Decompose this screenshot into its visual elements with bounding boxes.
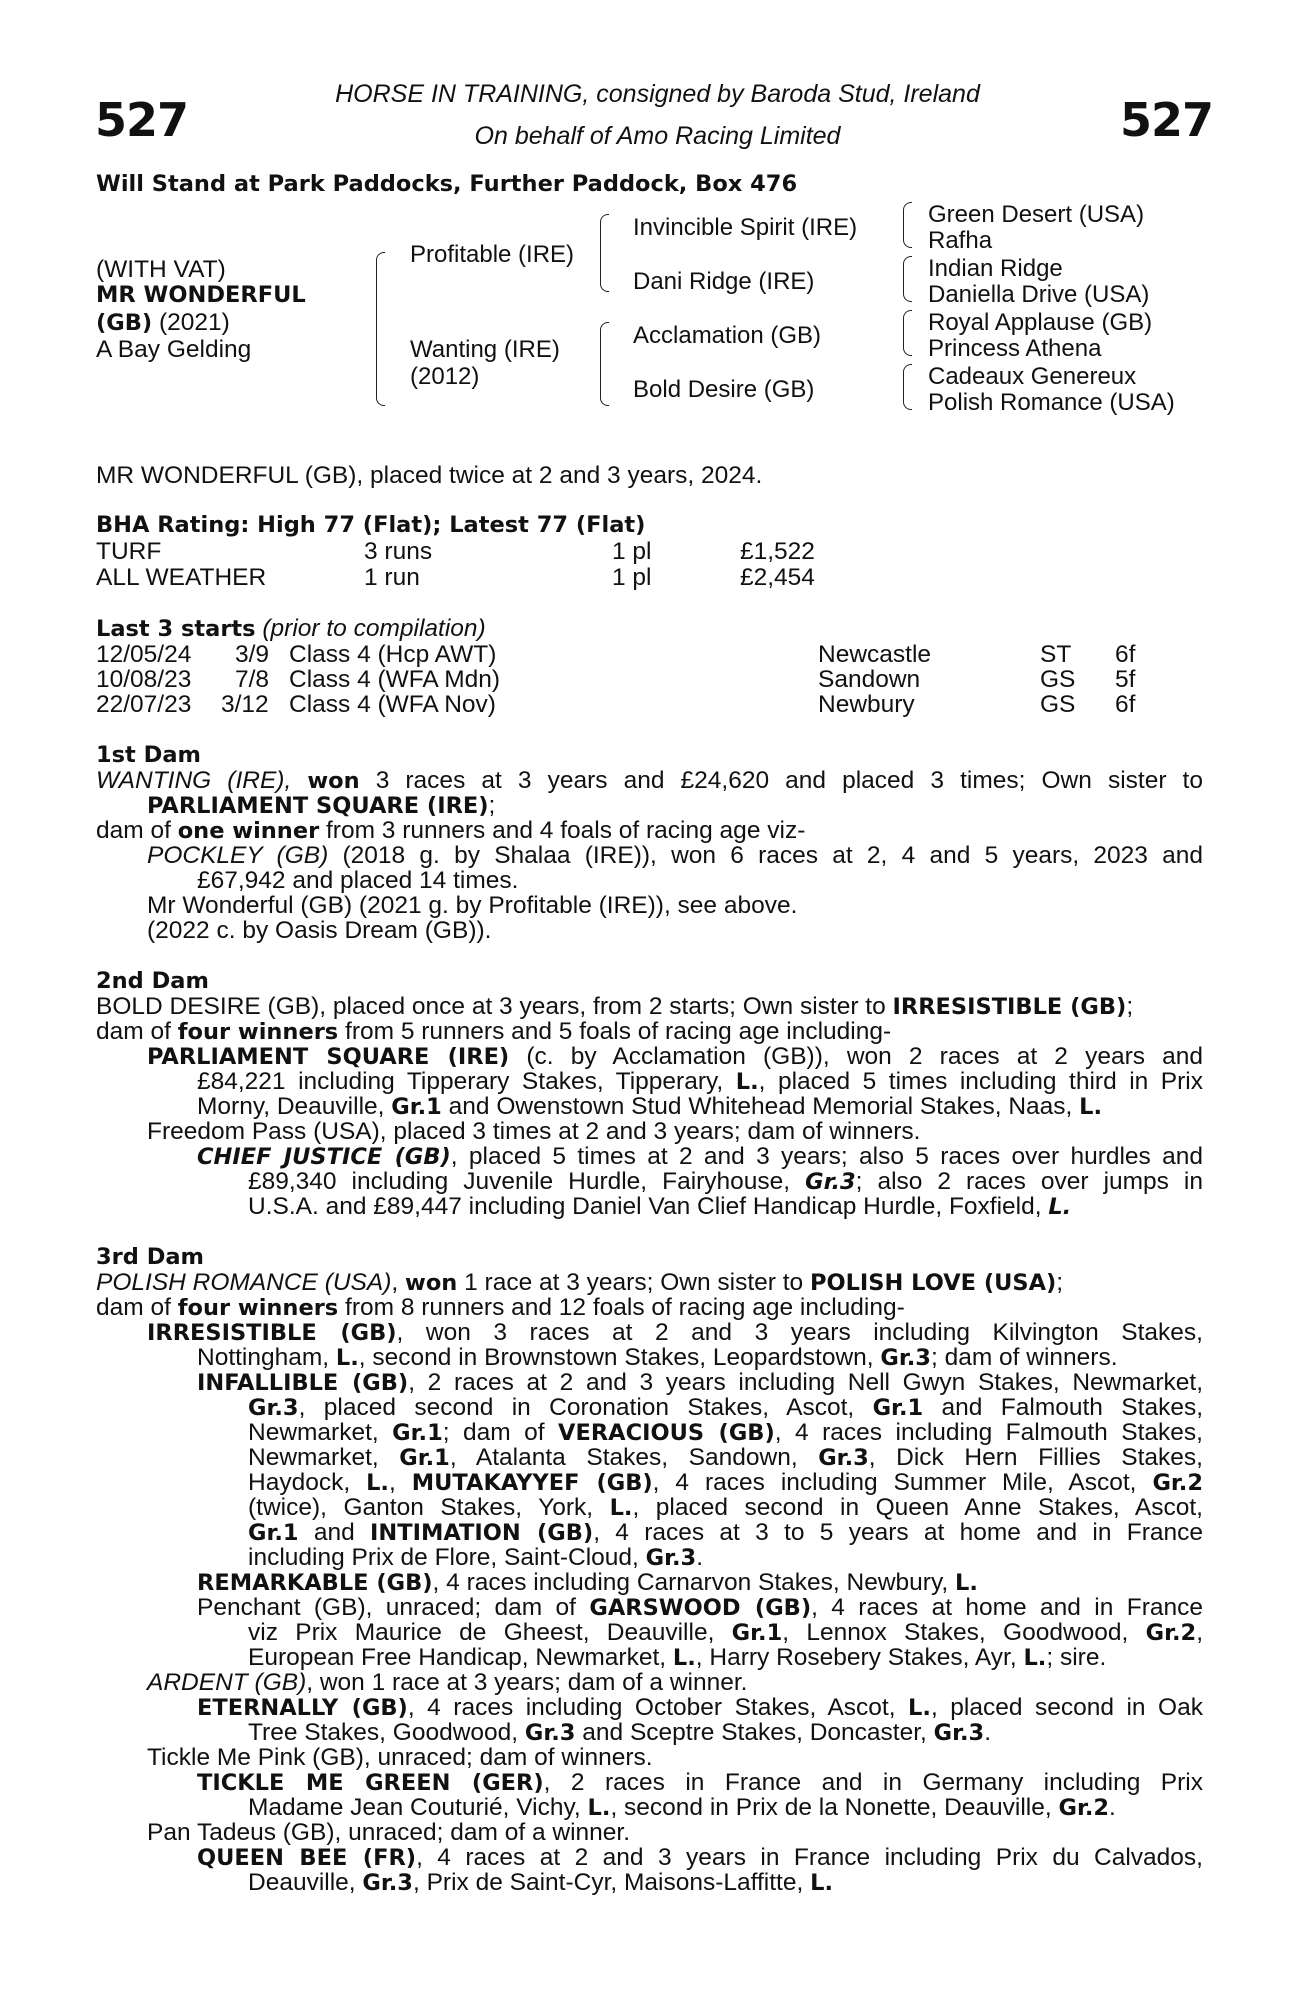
text: , placed 5 times at 2 and 3 years; also 5 races over hurdles and (450, 1143, 1203, 1170)
start-distance: 5f (1115, 666, 1136, 693)
offspring-name: MUTAKAYYEF (GB) (411, 1470, 653, 1496)
rating-placed: 1 pl (612, 538, 652, 565)
rating-runs: 3 runs (364, 538, 433, 565)
won-label: won (405, 1270, 458, 1296)
text: , placed 5 times including third in Prix (758, 1068, 1203, 1095)
text: from 8 runners and 12 foals of racing age including- (338, 1294, 905, 1321)
dam-name: WANTING (IRE), (96, 767, 292, 794)
second-dam-line (197, 1144, 1203, 1171)
second-dam-line (248, 1169, 1203, 1196)
sibling-name: PARLIAMENT SQUARE (IRE) (147, 793, 489, 819)
second-dam-line (147, 1044, 1203, 1071)
grade: Gr.3 (645, 1545, 697, 1571)
start-distance: 6f (1115, 691, 1136, 718)
grade: L. (810, 1870, 833, 1896)
text: Newmarket, (248, 1444, 400, 1471)
pedigree-dam-dam: Bold Desire (GB) (633, 376, 815, 403)
offspring-name: VERACIOUS (GB) (558, 1420, 775, 1446)
last-starts-note: (prior to compilation) (262, 615, 486, 642)
behalf-line: On behalf of Amo Racing Limited (474, 122, 841, 150)
start-course: Newcastle (818, 641, 932, 668)
pedigree-sire-dam: Dani Ridge (IRE) (633, 268, 815, 295)
third-dam-line: Pan Tadeus (GB), unraced; dam of a winner. (147, 1819, 631, 1846)
grade: L. (672, 1645, 696, 1671)
grade: L. (735, 1069, 759, 1095)
offspring-name: TICKLE ME GREEN (GER) (197, 1770, 544, 1796)
grade: Gr.1 (872, 1395, 924, 1421)
rating-prize: £2,454 (740, 564, 815, 591)
text: , 4 races at 3 to 5 years at home and in France (593, 1519, 1203, 1546)
horse-name-suffix (96, 310, 230, 337)
third-dam-line (147, 1320, 1203, 1347)
dam-name: POLISH ROMANCE (USA) (96, 1269, 392, 1296)
pedigree-brace-g1 (903, 202, 912, 248)
grade: Gr.2 (1145, 1620, 1197, 1646)
text: dam of (96, 1294, 178, 1321)
text: dam of (96, 817, 178, 844)
second-dam-line (248, 1194, 1071, 1221)
pedigree-dam-sire: Acclamation (GB) (633, 322, 822, 349)
grade: Gr.3 (818, 1445, 869, 1471)
sibling-name: POLISH LOVE (USA) (809, 1270, 1057, 1296)
pedigree-brace-g3 (903, 310, 912, 356)
text: , second in Prix de la Nonette, Deauville, (610, 1794, 1059, 1821)
third-dam-line (248, 1495, 1203, 1522)
pedigree-gg7: Cadeaux Genereux (928, 363, 1137, 390)
text: , Harry Rosebery Stakes, Ayr, (695, 1644, 1024, 1671)
third-dam-line (248, 1870, 833, 1897)
text: Madame Jean Couturié, Vichy, (248, 1794, 588, 1821)
third-dam-line (248, 1520, 1203, 1547)
grade: Gr.1 (391, 1094, 442, 1120)
third-dam-line (147, 1670, 747, 1696)
third-dam-line (248, 1720, 991, 1747)
third-dam-line (96, 1295, 905, 1322)
first-dam-line (147, 793, 495, 820)
text: Haydock, (248, 1469, 367, 1496)
rating-surface: TURF (96, 538, 162, 565)
text: Tree Stakes, Goodwood, (248, 1719, 525, 1746)
text: , 4 races including October Stakes, Ascot, (407, 1694, 909, 1721)
start-position: 3/9 (235, 641, 270, 668)
text: ; dam of (442, 1419, 559, 1446)
text: including Prix de Flore, Saint-Cloud, (248, 1544, 646, 1571)
text: European Free Handicap, Newmarket, (248, 1644, 673, 1671)
pedigree-gg3: Indian Ridge (928, 255, 1063, 282)
offspring-record: (2018 g. by Shalaa (IRE)), won 6 races at 2, 4 and 5 years, 2023 and (342, 842, 1204, 869)
first-dam-line: Mr Wonderful (GB) (2021 g. by Profitable (IRE)), see above. (147, 892, 798, 919)
offspring-name: ETERNALLY (GB) (197, 1695, 408, 1721)
text: £84,221 including Tipperary Stakes, Tipperary, (197, 1068, 724, 1095)
start-course: Newbury (818, 691, 915, 718)
grade: Gr.1 (731, 1620, 783, 1646)
start-date: 12/05/24 (96, 641, 192, 668)
text: and Falmouth Stakes, (923, 1394, 1204, 1421)
punct: ; (488, 792, 496, 819)
third-dam-line (248, 1420, 1203, 1447)
pedigree-brace-sire (600, 214, 609, 292)
rating-placed: 1 pl (612, 564, 652, 591)
text: from 5 runners and 5 foals of racing age including- (338, 1018, 892, 1045)
text: ; also 2 races over jumps in (855, 1168, 1203, 1195)
stand-location: Will Stand at Park Paddocks, Further Paddock, Box 476 (96, 171, 798, 197)
text: Morny, Deauville, (197, 1093, 392, 1120)
offspring-name: REMARKABLE (GB) (197, 1570, 433, 1596)
third-dam-line (248, 1545, 703, 1572)
text: dam of (96, 1018, 178, 1045)
third-dam-line (197, 1345, 1118, 1372)
offspring-name: INFALLIBLE (GB) (197, 1370, 409, 1396)
offspring-name: PARLIAMENT SQUARE (IRE) (147, 1044, 510, 1070)
second-dam-line (96, 1019, 891, 1046)
pedigree-gg1: Green Desert (USA) (928, 201, 1145, 228)
text: from 3 runners and 4 foals of racing age viz- (319, 817, 806, 844)
text: , (1196, 1619, 1203, 1646)
grade: Gr.3 (880, 1345, 931, 1371)
sibling-name: IRRESISTIBLE (GB) (892, 994, 1127, 1020)
first-dam-line (96, 818, 805, 845)
text: BOLD DESIRE (GB), placed once at 3 years, from 2 starts; Own sister to (96, 993, 893, 1020)
text: (twice), Ganton Stakes, York, (248, 1494, 610, 1521)
third-dam-line: Tickle Me Pink (GB), unraced; dam of winners. (147, 1744, 653, 1771)
third-dam-line (248, 1395, 1203, 1422)
text: , 4 races at 2 and 3 years in France including Prix du Calvados, (416, 1844, 1203, 1871)
grade: Gr.3 (362, 1870, 413, 1896)
third-dam-line (248, 1795, 1116, 1822)
first-dam-line: (2022 c. by Oasis Dream (GB)). (147, 917, 492, 944)
text: 1 race at 3 years; Own sister to (457, 1269, 810, 1296)
pedigree-brace-g4 (903, 364, 912, 410)
text: £89,340 including Juvenile Hurdle, Fairyhouse, (248, 1168, 791, 1195)
race-summary: MR WONDERFUL (GB), placed twice at 2 and 3 years, 2024. (96, 462, 763, 489)
text: (c. by Acclamation (GB)), won 2 races at 2 years and (526, 1043, 1204, 1070)
text: Newmarket, (248, 1419, 393, 1446)
pedigree-gg2: Rafha (928, 227, 993, 254)
last-starts-heading (96, 616, 486, 643)
grade: L. (587, 1795, 611, 1821)
horse-description: A Bay Gelding (96, 336, 252, 363)
third-dam-title: 3rd Dam (96, 1244, 204, 1270)
punct: ; (1126, 993, 1134, 1020)
pedigree-dam: Wanting (IRE) (410, 336, 560, 363)
offspring-name: INTIMATION (GB) (370, 1520, 594, 1546)
consignor-line: HORSE IN TRAINING, consigned by Baroda Stud, Ireland (335, 80, 980, 108)
text: . (1109, 1794, 1116, 1821)
grade: Gr.3 (248, 1395, 299, 1421)
first-dam-line (147, 843, 1203, 869)
second-dam-line: Freedom Pass (USA), placed 3 times at 2 and 3 years; dam of winners. (147, 1118, 921, 1145)
text: , 4 races at home and in France (811, 1594, 1203, 1621)
pedigree-brace-dam (600, 322, 609, 406)
horse-year: (2021) (152, 309, 230, 336)
grade: L. (609, 1495, 633, 1521)
lot-number-right: 527 (1120, 93, 1214, 147)
grade: Gr.3 (805, 1169, 856, 1195)
dam-record: 3 races at 3 years and £24,620 and placed 3 times; Own sister to (375, 767, 1203, 794)
pedigree-gg4: Daniella Drive (USA) (928, 281, 1150, 308)
text: , placed second in Queen Anne Stakes, Ascot, (632, 1494, 1203, 1521)
pedigree-gg6: Princess Athena (928, 335, 1102, 362)
text: . (984, 1719, 992, 1746)
text: , placed second in Coronation Stakes, Ascot, (298, 1394, 873, 1421)
second-dam-line (96, 994, 1133, 1021)
text: , 2 races at 2 and 3 years including Nell Gwyn Stakes, Newmarket, (408, 1369, 1204, 1396)
rating-surface: ALL WEATHER (96, 564, 267, 591)
grade: L. (366, 1470, 389, 1496)
text: and Owenstown Stud Whitehead Memorial Stakes, Naas, (441, 1093, 1080, 1120)
rating-prize: £1,522 (740, 538, 815, 565)
horse-name: MR WONDERFUL (96, 282, 306, 308)
text: and Sceptre Stakes, Doncaster, (575, 1719, 934, 1746)
winners-count: four winners (177, 1295, 339, 1321)
text: , 4 races including Carnarvon Stakes, Newbury, (432, 1569, 956, 1596)
text: Penchant (GB), unraced; dam of (197, 1594, 590, 1621)
text: ; dam of winners. (930, 1344, 1118, 1371)
won-label: won (307, 768, 360, 794)
punct: ; (1056, 1269, 1064, 1296)
start-race: Class 4 (WFA Nov) (289, 691, 496, 718)
start-date: 10/08/23 (96, 666, 192, 693)
last-starts-title: Last 3 starts (96, 616, 256, 642)
grade: L. (335, 1345, 359, 1371)
text: and (298, 1519, 371, 1546)
winners-count: four winners (177, 1019, 339, 1045)
text: ; sire. (1046, 1644, 1107, 1671)
third-dam-line (197, 1695, 1203, 1722)
first-dam-title: 1st Dam (96, 742, 201, 768)
text: , won 3 races at 2 and 3 years including Kilvington Stakes, (396, 1319, 1203, 1346)
text: U.S.A. and £89,447 including Daniel Van Clief Handicap Hurdle, Foxfield, (248, 1193, 1049, 1220)
grade: L. (955, 1570, 978, 1596)
third-dam-line (248, 1470, 1203, 1497)
start-position: 7/8 (235, 666, 270, 693)
text: , 4 races including Summer Mile, Ascot, (652, 1469, 1153, 1496)
start-going: ST (1040, 641, 1072, 668)
start-race: Class 4 (Hcp AWT) (289, 641, 497, 668)
pedigree-brace-main (376, 252, 385, 406)
text: , Dick Hern Fillies Stakes, (868, 1444, 1203, 1471)
grade: L. (908, 1695, 931, 1721)
grade: L. (1023, 1645, 1047, 1671)
grade: Gr.1 (399, 1445, 450, 1471)
start-distance: 6f (1115, 641, 1136, 668)
bha-rating-title: BHA Rating: High 77 (Flat); Latest 77 (Flat) (96, 512, 646, 538)
grade: L. (1079, 1094, 1103, 1120)
offspring-name: CHIEF JUSTICE (GB) (197, 1144, 451, 1170)
third-dam-line (197, 1370, 1203, 1397)
second-dam-line (197, 1069, 1203, 1096)
pedigree-dam-year: (2012) (410, 363, 480, 390)
start-position: 3/12 (221, 691, 269, 718)
text: , Prix de Saint-Cyr, Maisons-Laffitte, (412, 1869, 811, 1896)
grade: Gr.1 (392, 1420, 443, 1446)
start-race: Class 4 (WFA Mdn) (289, 666, 501, 693)
offspring-name: ARDENT (GB) (147, 1669, 307, 1696)
third-dam-line (248, 1620, 1203, 1647)
text: , won 1 race at 3 years; dam of a winner. (306, 1669, 748, 1696)
text: . (696, 1544, 704, 1571)
third-dam-line (248, 1645, 1106, 1672)
offspring-name: IRRESISTIBLE (GB) (147, 1320, 397, 1346)
offspring-name: POCKLEY (GB) (147, 842, 329, 869)
horse-country: (GB) (96, 310, 153, 336)
third-dam-line (248, 1445, 1203, 1472)
offspring-name: GARSWOOD (GB) (589, 1595, 812, 1621)
third-dam-line (197, 1595, 1203, 1622)
text: , Atalanta Stakes, Sandown, (449, 1444, 819, 1471)
punct: , (391, 1269, 406, 1296)
winners-count: one winner (177, 818, 320, 844)
text: , 2 races in France and in Germany including Prix (543, 1769, 1203, 1796)
rating-runs: 1 run (364, 564, 420, 591)
grade: L. (1048, 1194, 1072, 1220)
third-dam-line (197, 1845, 1203, 1872)
text: Deauville, (248, 1869, 363, 1896)
first-dam-line (96, 768, 1203, 795)
grade: Gr.2 (1152, 1470, 1203, 1496)
first-dam-line: £67,942 and placed 14 times. (197, 867, 519, 894)
grade: Gr.1 (248, 1520, 299, 1546)
pedigree-gg8: Polish Romance (USA) (928, 389, 1175, 416)
pedigree-gg5: Royal Applause (GB) (928, 309, 1153, 336)
third-dam-line (197, 1570, 978, 1597)
vat-note: (WITH VAT) (96, 256, 226, 283)
second-dam-line (197, 1094, 1102, 1121)
start-going: GS (1040, 691, 1076, 718)
pedigree-sire: Profitable (IRE) (410, 241, 575, 268)
start-course: Sandown (818, 666, 921, 693)
pedigree-brace-g2 (903, 256, 912, 302)
text: , second in Brownstown Stakes, Leopardstown, (358, 1344, 881, 1371)
grade: Gr.2 (1058, 1795, 1110, 1821)
text: , Lennox Stakes, Goodwood, (782, 1619, 1146, 1646)
text: , (388, 1469, 412, 1496)
offspring-name: QUEEN BEE (FR) (197, 1845, 417, 1871)
grade: Gr.3 (524, 1720, 576, 1746)
start-date: 22/07/23 (96, 691, 192, 718)
text: viz Prix Maurice de Gheest, Deauville, (248, 1619, 732, 1646)
text: Nottingham, (197, 1344, 336, 1371)
pedigree-sire-sire: Invincible Spirit (IRE) (633, 214, 858, 241)
second-dam-title: 2nd Dam (96, 968, 209, 994)
third-dam-line (96, 1270, 1063, 1297)
start-going: GS (1040, 666, 1076, 693)
lot-number-left: 527 (95, 93, 189, 147)
text: , 4 races including Falmouth Stakes, (774, 1419, 1203, 1446)
grade: Gr.3 (933, 1720, 985, 1746)
third-dam-line (197, 1770, 1203, 1797)
text: , placed second in Oak (930, 1694, 1203, 1721)
